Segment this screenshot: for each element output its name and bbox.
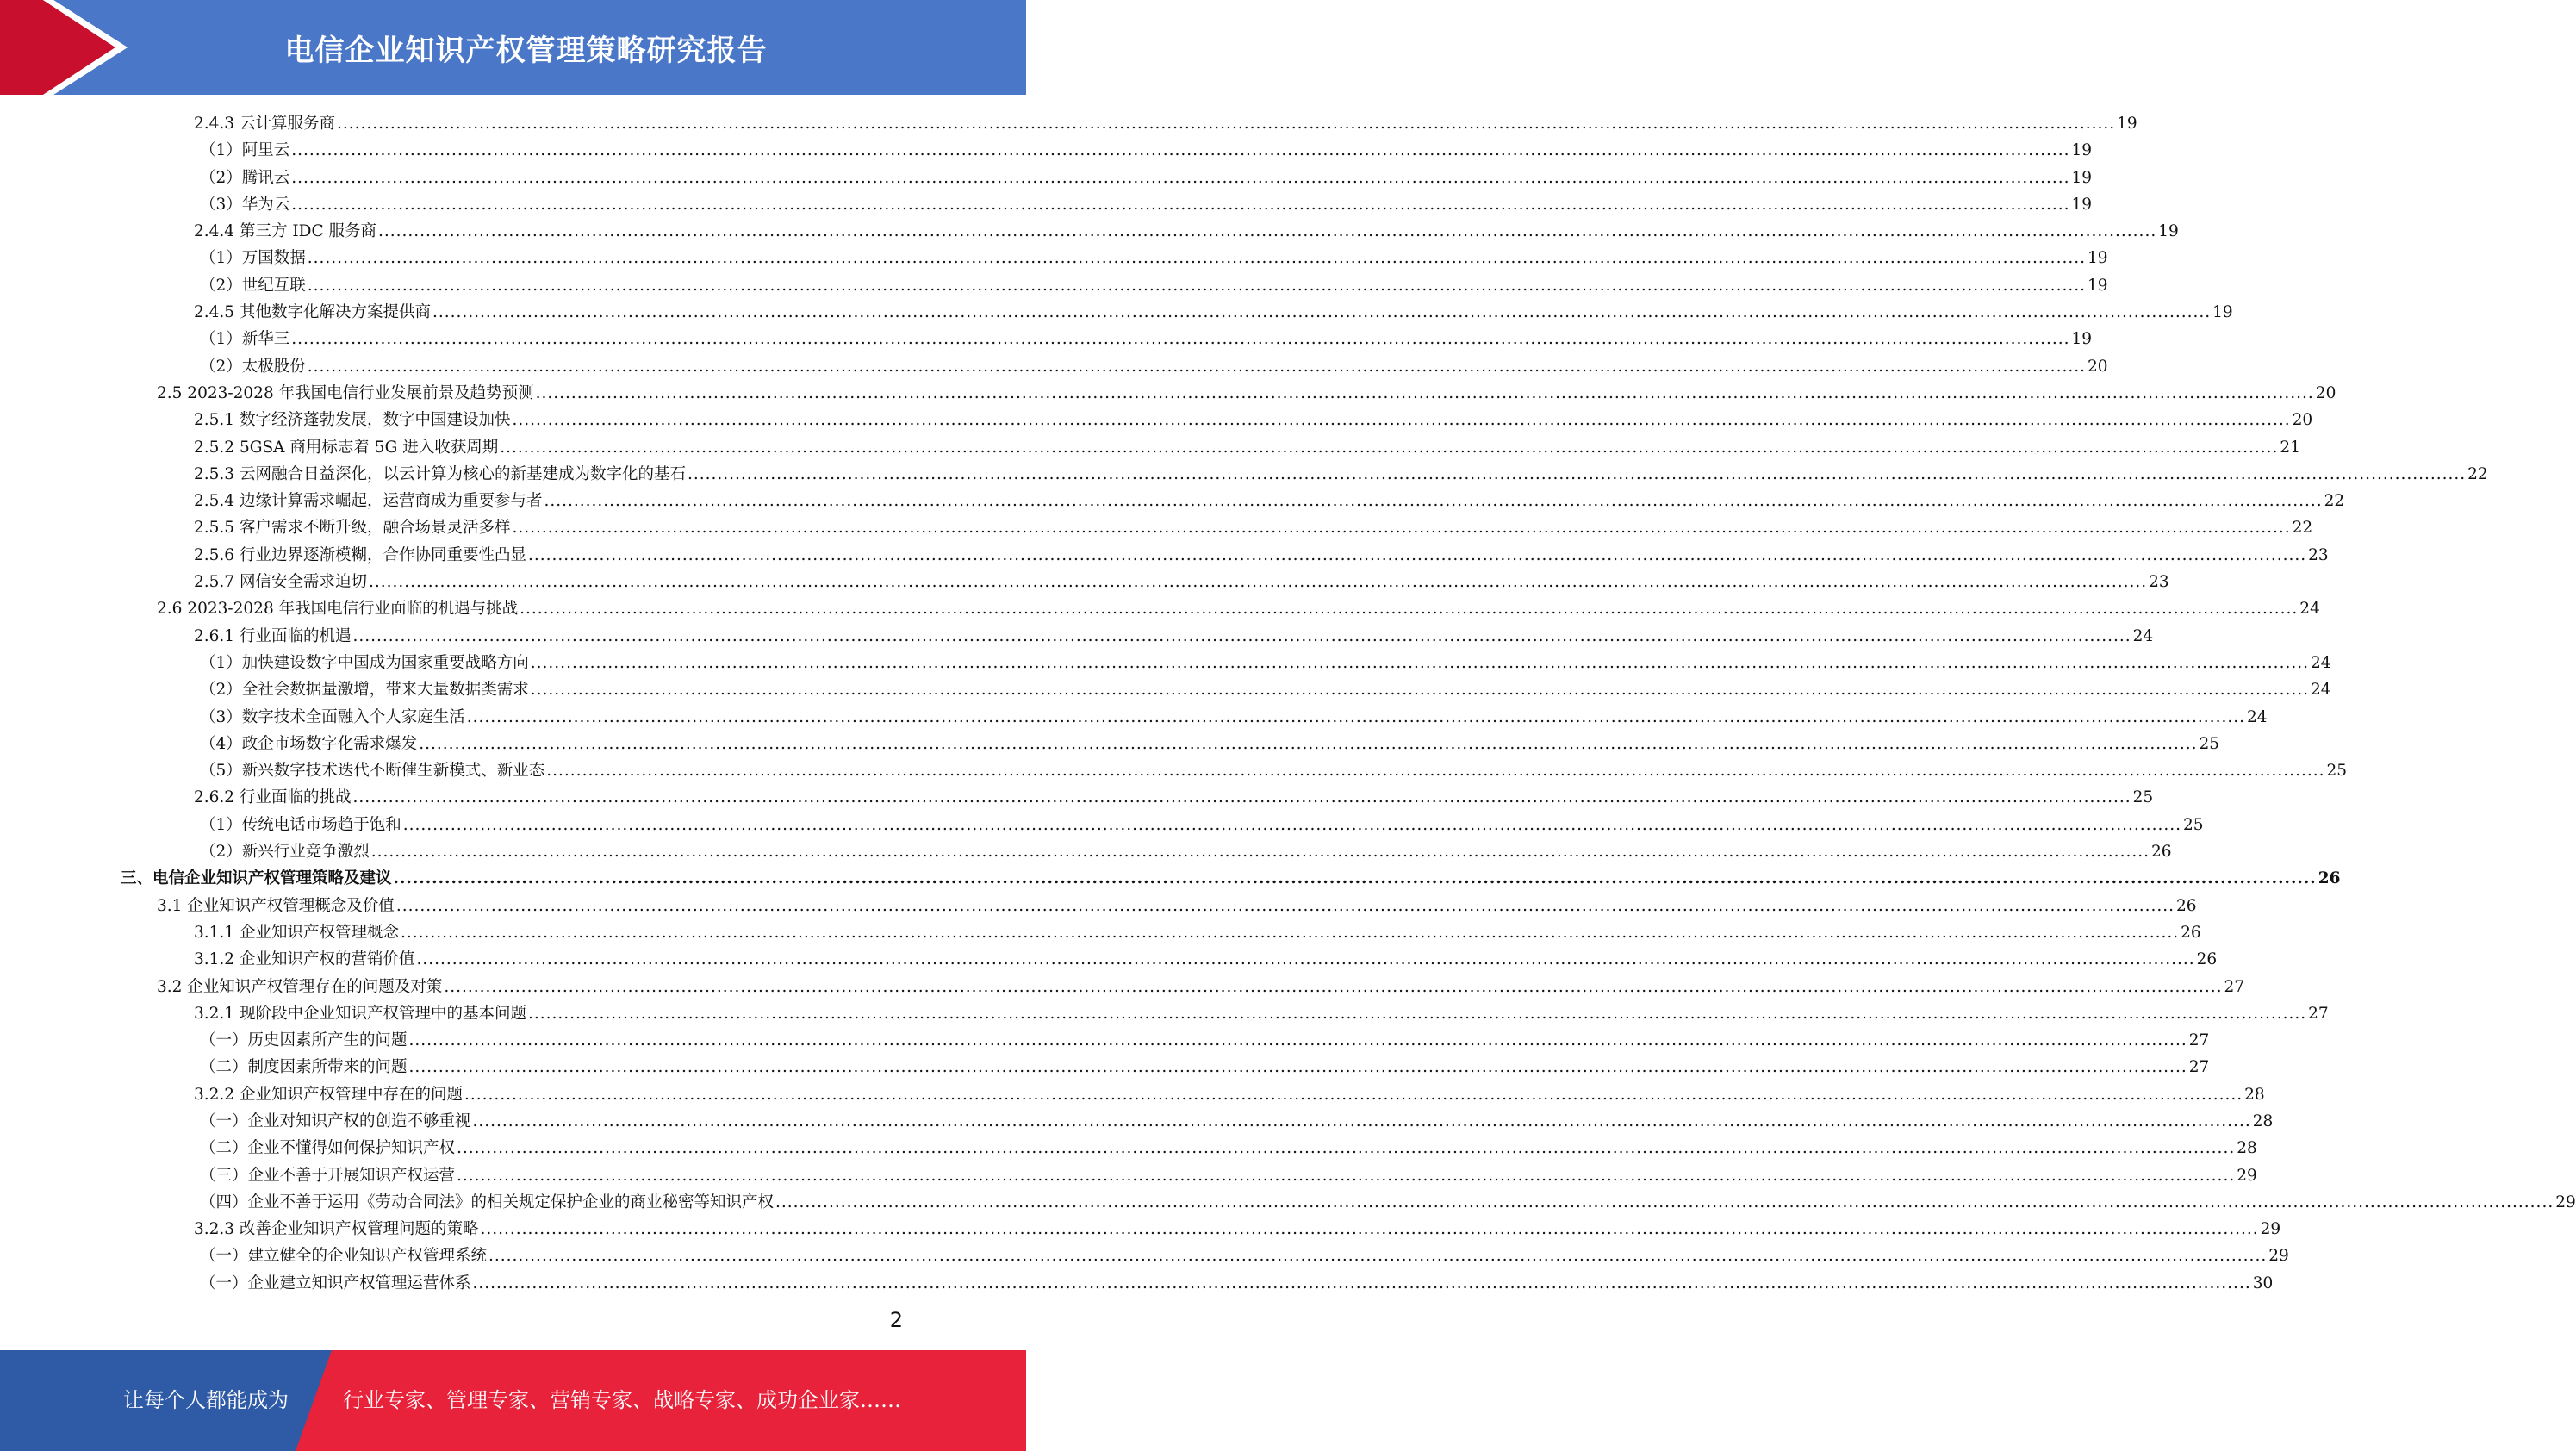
toc-dot-leader: ............................................................................................................................................................................................................................................................................................................ xyxy=(432,303,2212,322)
toc-dot-leader: ............................................................................................................................................................................................................................................................................................................ xyxy=(307,276,2086,295)
toc-dot-leader: ............................................................................................................................................................................................................................................................................................................ xyxy=(336,115,2116,133)
toc-entry-page: 19 xyxy=(2117,115,2137,133)
toc-entry-page: 26 xyxy=(2176,896,2197,915)
toc-dot-leader: ............................................................................................................................................................................................................................................................................................................ xyxy=(464,1085,2243,1104)
toc-dot-leader: ............................................................................................................................................................................................................................................................................................................ xyxy=(500,438,2279,457)
toc-entry[interactable] xyxy=(121,893,2197,919)
toc-entry-title: 2.4.5 其他数字化解决方案提供商 xyxy=(194,303,431,322)
toc-entry-page: 19 xyxy=(2071,168,2093,187)
toc-entry-title: （1）加快建设数字中国成为国家重要战略方向 xyxy=(200,653,529,672)
toc-dot-leader: ............................................................................................................................................................................................................................................................................................................ xyxy=(419,734,2198,753)
toc-dot-leader: ............................................................................................................................................................................................................................................................................................................ xyxy=(457,1139,2236,1158)
toc-entry-page: 22 xyxy=(2324,492,2345,511)
toc-entry-title: 3.1 企业知识产权管理概念及价值 xyxy=(157,896,395,915)
toc-entry[interactable] xyxy=(121,299,2233,326)
page-footer xyxy=(0,1350,1026,1451)
toc-entry[interactable] xyxy=(121,434,2300,461)
toc-entry[interactable] xyxy=(121,731,2220,757)
toc-entry-page: 20 xyxy=(2087,357,2108,376)
toc-entry-title: 2.4.3 云计算服务商 xyxy=(194,115,335,133)
toc-entry[interactable] xyxy=(121,407,2313,433)
toc-entry[interactable] xyxy=(121,1242,2289,1269)
toc-entry-title: （1）万国数据 xyxy=(200,249,306,268)
toc-dot-leader: ............................................................................................................................................................................................................................................................................................................ xyxy=(527,545,2307,564)
toc-entry[interactable] xyxy=(121,650,2331,676)
toc-dot-leader: ............................................................................................................................................................................................................................................................................................................ xyxy=(416,950,2195,969)
toc-dot-leader: ............................................................................................................................................................................................................................................................................................................ xyxy=(444,977,2223,996)
toc-entry-title: （2）世纪互联 xyxy=(200,276,306,295)
toc-entry[interactable] xyxy=(121,919,2201,946)
toc-entry[interactable] xyxy=(121,218,2179,245)
toc-dot-leader: ............................................................................................................................................................................................................................................................................................................ xyxy=(472,1274,2251,1292)
toc-entry[interactable] xyxy=(121,1162,2257,1189)
toc-entry[interactable] xyxy=(121,595,2320,622)
toc-entry[interactable] xyxy=(121,353,2108,380)
toc-dot-leader: ............................................................................................................................................................................................................................................................................................................ xyxy=(291,168,2070,187)
toc-entry-page: 27 xyxy=(2224,977,2245,996)
toc-entry-title: 2.4.4 第三方 IDC 服务商 xyxy=(194,222,377,241)
toc-entry[interactable] xyxy=(121,488,2345,514)
toc-entry-page: 29 xyxy=(2555,1193,2576,1211)
toc-entry-page: 20 xyxy=(2292,411,2313,430)
toc-entry-title: （二）制度因素所带来的问题 xyxy=(200,1058,408,1077)
toc-entry[interactable] xyxy=(121,1027,2210,1054)
table-of-contents xyxy=(121,110,2576,1297)
toc-entry-title: 2.6.2 行业面临的挑战 xyxy=(194,788,352,807)
page-header xyxy=(0,0,1026,95)
toc-entry-title: 三、电信企业知识产权管理策略及建议 xyxy=(121,869,392,888)
toc-entry-page: 19 xyxy=(2071,330,2093,349)
toc-entry-page: 27 xyxy=(2308,1004,2329,1023)
toc-entry-page: 19 xyxy=(2087,249,2108,268)
toc-entry-title: （一）企业对知识产权的创造不够重视 xyxy=(200,1112,471,1130)
toc-dot-leader: ............................................................................................................................................................................................................................................................................................................ xyxy=(512,519,2291,538)
toc-dot-leader: ............................................................................................................................................................................................................................................................................................................ xyxy=(544,492,2323,511)
toc-dot-leader: ............................................................................................................................................................................................................................................................................................................ xyxy=(530,681,2309,700)
toc-entry-page: 27 xyxy=(2188,1031,2210,1050)
toc-entry-title: （1）新华三 xyxy=(200,330,290,349)
toc-dot-leader: ............................................................................................................................................................................................................................................................................................................ xyxy=(370,843,2150,862)
toc-entry-title: 3.2.3 改善企业知识产权管理问题的策略 xyxy=(194,1220,479,1239)
toc-dot-leader: ............................................................................................................................................................................................................................................................................................................ xyxy=(530,653,2309,672)
toc-entry-title: （三）企业不善于开展知识产权运营 xyxy=(200,1166,456,1185)
toc-entry-title: 2.5.4 边缘计算需求崛起，运营商成为重要参与者 xyxy=(194,492,543,511)
toc-entry-page: 19 xyxy=(2158,222,2179,241)
toc-entry-page: 24 xyxy=(2310,681,2331,700)
toc-entry-page: 20 xyxy=(2315,383,2336,402)
toc-entry-title: （2）太极股份 xyxy=(200,357,306,376)
toc-entry[interactable] xyxy=(121,326,2093,352)
toc-entry-title: （1）阿里云 xyxy=(200,141,290,160)
toc-entry-title: 3.1.2 企业知识产权的营销价值 xyxy=(194,950,415,969)
toc-entry-page: 23 xyxy=(2308,545,2329,564)
toc-dot-leader: ............................................................................................................................................................................................................................................................................................................ xyxy=(408,1031,2187,1050)
toc-entry-page: 27 xyxy=(2188,1058,2210,1077)
toc-entry[interactable] xyxy=(121,380,2336,407)
toc-dot-leader: ............................................................................................................................................................................................................................................................................................................ xyxy=(352,788,2131,807)
toc-dot-leader: ............................................................................................................................................................................................................................................................................................................ xyxy=(307,357,2086,376)
toc-dot-leader: ............................................................................................................................................................................................................................................................................................................ xyxy=(687,464,2467,483)
toc-entry-page: 25 xyxy=(2199,734,2220,753)
toc-entry[interactable] xyxy=(121,1054,2210,1080)
toc-entry[interactable] xyxy=(121,1081,2265,1108)
toc-entry-page: 24 xyxy=(2132,626,2154,645)
toc-entry-page: 19 xyxy=(2071,141,2093,160)
toc-entry[interactable] xyxy=(121,137,2093,164)
toc-entry-title: （1）传统电话市场趋于饱和 xyxy=(200,815,401,834)
toc-entry[interactable] xyxy=(121,676,2331,703)
toc-entry-title: （5）新兴数字技术迭代不断催生新模式、新业态 xyxy=(200,762,545,781)
toc-entry-title: 2.5.5 客户需求不断升级，融合场景灵活多样 xyxy=(194,519,511,538)
toc-dot-leader: ............................................................................................................................................................................................................................................................................................................ xyxy=(400,923,2180,942)
toc-entry[interactable] xyxy=(121,784,2154,811)
toc-entry-page: 19 xyxy=(2212,303,2233,322)
toc-entry-title: （二）企业不懂得如何保护知识产权 xyxy=(200,1139,456,1158)
toc-entry-page: 22 xyxy=(2467,464,2488,483)
toc-entry[interactable] xyxy=(121,461,2488,488)
toc-entry[interactable] xyxy=(121,1189,2576,1216)
toc-entry[interactable] xyxy=(121,191,2093,218)
toc-dot-leader: ............................................................................................................................................................................................................................................................................................................ xyxy=(393,869,2317,888)
toc-dot-leader: ............................................................................................................................................................................................................................................................................................................ xyxy=(352,626,2131,645)
toc-entry-page: 23 xyxy=(2149,573,2169,592)
toc-entry-page: 24 xyxy=(2310,653,2331,672)
toc-entry[interactable] xyxy=(121,757,2348,784)
toc-entry-title: 3.1.1 企业知识产权管理概念 xyxy=(194,923,399,942)
toc-entry-title: 2.6.1 行业面临的机遇 xyxy=(194,626,352,645)
toc-dot-leader: ............................................................................................................................................................................................................................................................................................................ xyxy=(307,249,2086,268)
toc-dot-leader: ............................................................................................................................................................................................................................................................................................................ xyxy=(466,707,2245,726)
footer-slogan-right: 行业专家、管理专家、营销专家、战略专家、成功企业家…… xyxy=(343,1388,901,1412)
toc-entry-title: （2）腾讯云 xyxy=(200,168,290,187)
toc-entry[interactable] xyxy=(121,245,2108,271)
toc-dot-leader: ............................................................................................................................................................................................................................................................................................................ xyxy=(480,1220,2259,1239)
toc-entry[interactable] xyxy=(121,1135,2257,1161)
toc-entry[interactable] xyxy=(121,812,2204,838)
footer-slogan-left: 让每个人都能成为 xyxy=(123,1388,289,1412)
toc-entry-title: （4）政企市场数字化需求爆发 xyxy=(200,734,418,753)
toc-entry[interactable] xyxy=(121,974,2245,1000)
toc-entry-page: 30 xyxy=(2252,1274,2274,1292)
page-number: 2 xyxy=(889,1308,903,1332)
toc-entry-page: 26 xyxy=(2318,869,2341,888)
toc-entry-title: 3.2.1 现阶段中企业知识产权管理中的基本问题 xyxy=(194,1004,526,1023)
toc-dot-leader: ............................................................................................................................................................................................................................................................................................................ xyxy=(488,1247,2268,1266)
toc-entry-page: 29 xyxy=(2237,1166,2257,1185)
toc-entry[interactable] xyxy=(121,1270,2274,1297)
toc-dot-leader: ............................................................................................................................................................................................................................................................................................................ xyxy=(408,1058,2187,1077)
toc-dot-leader: ............................................................................................................................................................................................................................................................................................................ xyxy=(291,195,2070,214)
toc-entry-page: 29 xyxy=(2268,1247,2289,1266)
toc-entry-page: 26 xyxy=(2150,843,2172,862)
toc-entry-title: （一）建立健全的企业知识产权管理系统 xyxy=(200,1247,488,1266)
toc-entry-title: 2.6 2023-2028 年我国电信行业面临的机遇与挑战 xyxy=(157,600,519,619)
toc-entry-title: （2）全社会数据量激增，带来大量数据类需求 xyxy=(200,681,529,700)
toc-entry-title: 3.2.2 企业知识产权管理中存在的问题 xyxy=(194,1085,463,1104)
toc-entry-page: 29 xyxy=(2260,1220,2281,1239)
toc-entry-title: 2.5.3 云网融合日益深化，以云计算为核心的新基建成为数字化的基石 xyxy=(194,464,686,483)
toc-entry-title: 2.5.2 5GSA 商用标志着 5G 进入收获周期 xyxy=(194,438,499,457)
toc-entry-title: 3.2 企业知识产权管理存在的问题及对策 xyxy=(157,977,443,996)
toc-entry-page: 26 xyxy=(2181,923,2201,942)
toc-entry[interactable] xyxy=(121,865,2341,892)
toc-dot-leader: ............................................................................................................................................................................................................................................................................................................ xyxy=(402,815,2181,834)
toc-entry-title: （一）企业建立知识产权管理运营体系 xyxy=(200,1274,471,1292)
toc-dot-leader: ............................................................................................................................................................................................................................................................................................................ xyxy=(512,411,2291,430)
toc-entry-title: 2.5.1 数字经济蓬勃发展，数字中国建设加快 xyxy=(194,411,511,430)
toc-entry[interactable] xyxy=(121,1108,2274,1135)
toc-entry-title: 2.5.7 网信安全需求迫切 xyxy=(194,573,367,592)
toc-entry-page: 19 xyxy=(2087,276,2108,295)
toc-entry-title: （四）企业不善于运用《劳动合同法》的相关规定保护企业的商业秘密等知识产权 xyxy=(200,1193,775,1211)
toc-entry-title: 2.5 2023-2028 年我国电信行业发展前景及趋势预测 xyxy=(157,383,534,402)
toc-entry[interactable] xyxy=(121,165,2093,191)
toc-dot-leader: ............................................................................................................................................................................................................................................................................................................ xyxy=(395,896,2175,915)
toc-entry[interactable] xyxy=(121,623,2154,650)
toc-dot-leader: ............................................................................................................................................................................................................................................................................................................ xyxy=(291,330,2070,349)
toc-entry-page: 19 xyxy=(2071,195,2093,214)
toc-entry[interactable] xyxy=(121,542,2329,569)
toc-entry[interactable] xyxy=(121,272,2108,299)
toc-dot-leader: ............................................................................................................................................................................................................................................................................................................ xyxy=(527,1004,2307,1023)
toc-entry-title: （3）数字技术全面融入个人家庭生活 xyxy=(200,707,465,726)
toc-dot-leader: ............................................................................................................................................................................................................................................................................................................ xyxy=(472,1112,2251,1130)
toc-entry-page: 24 xyxy=(2299,600,2320,619)
toc-entry-page: 25 xyxy=(2132,788,2154,807)
toc-dot-leader: ............................................................................................................................................................................................................................................................................................................ xyxy=(546,762,2325,781)
toc-entry[interactable] xyxy=(121,1000,2329,1027)
toc-entry-page: 25 xyxy=(2182,815,2204,834)
toc-entry-page: 22 xyxy=(2292,519,2313,538)
toc-entry-title: 2.5.6 行业边界逐渐模糊，合作协同重要性凸显 xyxy=(194,545,526,564)
toc-entry-page: 28 xyxy=(2244,1085,2265,1104)
toc-dot-leader: ............................................................................................................................................................................................................................................................................................................ xyxy=(520,600,2299,619)
toc-entry-page: 21 xyxy=(2280,438,2300,457)
toc-entry[interactable] xyxy=(121,1216,2281,1242)
toc-entry[interactable] xyxy=(121,110,2137,137)
toc-entry[interactable] xyxy=(121,704,2268,731)
toc-dot-leader: ............................................................................................................................................................................................................................................................................................................ xyxy=(535,383,2314,402)
toc-entry-page: 24 xyxy=(2246,707,2268,726)
toc-entry-title: （一）历史因素所产生的问题 xyxy=(200,1031,408,1050)
toc-entry[interactable] xyxy=(121,838,2172,865)
toc-entry[interactable] xyxy=(121,946,2218,973)
toc-entry-page: 28 xyxy=(2252,1112,2274,1130)
toc-entry-page: 26 xyxy=(2196,950,2218,969)
report-title: 电信企业知识产权管理策略研究报告 xyxy=(284,33,768,68)
toc-dot-leader: ............................................................................................................................................................................................................................................................................................................ xyxy=(291,141,2070,160)
toc-dot-leader: ............................................................................................................................................................................................................................................................................................................ xyxy=(457,1166,2236,1185)
toc-entry-page: 25 xyxy=(2326,762,2348,781)
toc-dot-leader: ............................................................................................................................................................................................................................................................................................................ xyxy=(368,573,2148,592)
toc-entry[interactable] xyxy=(121,514,2313,541)
toc-entry-title: （3）华为云 xyxy=(200,195,290,214)
toc-entry-page: 28 xyxy=(2237,1139,2257,1158)
toc-entry[interactable] xyxy=(121,569,2169,595)
toc-dot-leader: ............................................................................................................................................................................................................................................................................................................ xyxy=(775,1193,2554,1211)
toc-dot-leader: ............................................................................................................................................................................................................................................................................................................ xyxy=(378,222,2157,241)
toc-entry-title: （2）新兴行业竞争激烈 xyxy=(200,843,370,862)
